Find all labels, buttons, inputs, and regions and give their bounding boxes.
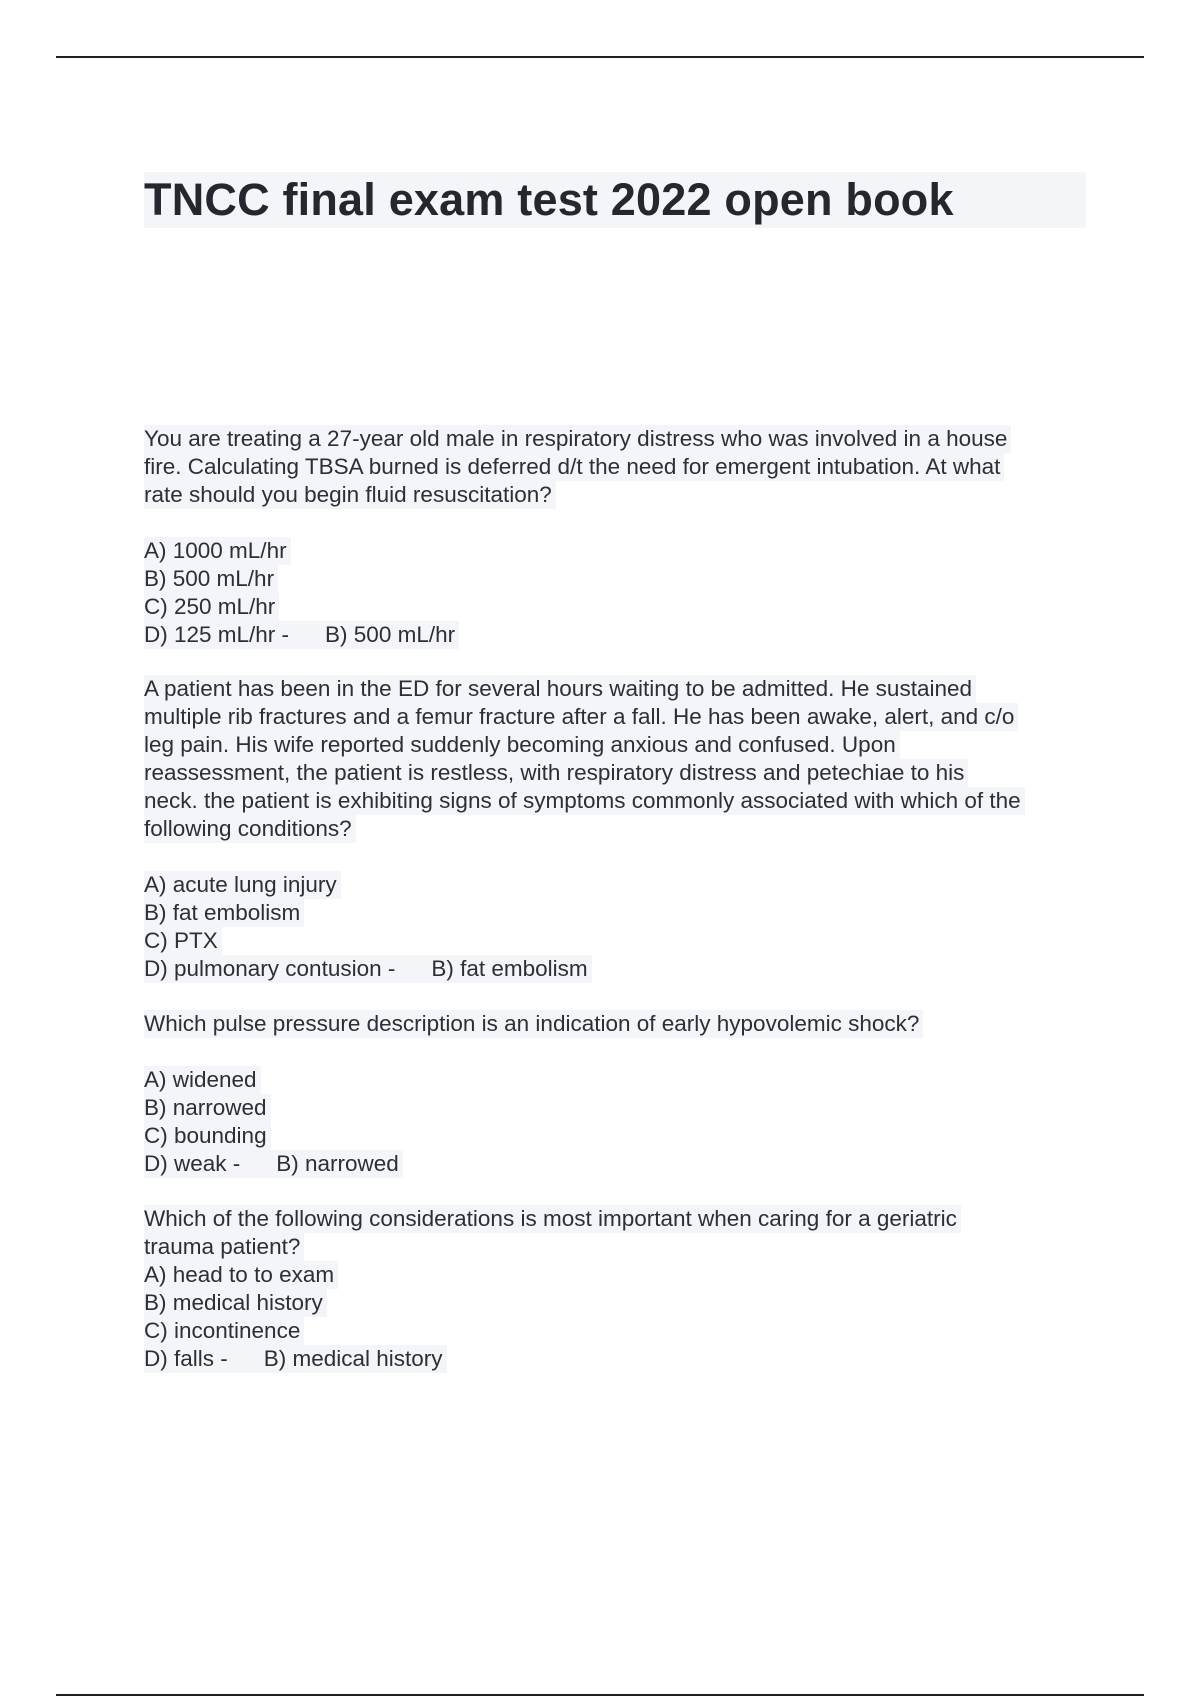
correct-answer: B) narrowed — [276, 1151, 399, 1176]
answer-option: B) narrowed — [144, 1094, 271, 1122]
answer-option: C) incontinence — [144, 1317, 304, 1345]
question-prompt-line: multiple rib fractures and a femur fracture after a fall. He has been awake, alert, and c/o — [144, 703, 1018, 731]
answer-option: A) head to to exam — [144, 1261, 338, 1289]
question-prompt-line: Which pulse pressure description is an indication of early hypovolemic shock? — [144, 1010, 923, 1038]
question-prompt-line: fire. Calculating TBSA burned is deferred d/t the need for emergent intubation. At what — [144, 453, 1004, 481]
question-prompt-line: reassessment, the patient is restless, with respiratory distress and petechiae to his — [144, 759, 968, 787]
question-block-4 — [144, 1205, 1088, 1373]
answer-option: A) 1000 mL/hr — [144, 537, 291, 565]
answer-option: A) widened — [144, 1066, 261, 1094]
answer-option: C) 250 mL/hr — [144, 593, 279, 621]
question-prompt-line: neck. the patient is exhibiting signs of symptoms commonly associated with which of the — [144, 787, 1025, 815]
answer-option: C) PTX — [144, 927, 222, 955]
answer-option: D) 125 mL/hr - — [144, 622, 290, 647]
correct-answer: B) fat embolism — [431, 956, 588, 981]
answer-option: B) 500 mL/hr — [144, 565, 278, 593]
question-prompt-line: leg pain. His wife reported suddenly becoming anxious and confused. Upon — [144, 731, 900, 759]
question-prompt-line: rate should you begin fluid resuscitation? — [144, 481, 556, 509]
answer-option: A) acute lung injury — [144, 871, 341, 899]
header-rule — [56, 56, 1144, 58]
answer-option: D) weak - — [144, 1151, 241, 1176]
question-block-1 — [144, 425, 1088, 649]
correct-answer: B) 500 mL/hr — [325, 622, 456, 647]
document-title: TNCC final exam test 2022 open book — [144, 172, 1086, 228]
answer-option: C) bounding — [144, 1122, 271, 1150]
question-block-2 — [144, 675, 1088, 983]
correct-answer: B) medical history — [263, 1346, 443, 1371]
question-prompt-line: trauma patient? — [144, 1233, 304, 1261]
question-prompt-line: Which of the following considerations is most important when caring for a geriatric — [144, 1205, 961, 1233]
answer-option: D) falls - — [144, 1346, 228, 1371]
question-prompt-line: You are treating a 27-year old male in respiratory distress who was involved in a house — [144, 425, 1011, 453]
answer-option: B) fat embolism — [144, 899, 304, 927]
answer-option: B) medical history — [144, 1289, 327, 1317]
question-prompt-line: A patient has been in the ED for several hours waiting to be admitted. He sustained — [144, 675, 976, 703]
question-block-3 — [144, 1010, 1088, 1178]
footer-rule — [56, 1694, 1144, 1696]
question-prompt-line: following conditions? — [144, 815, 356, 843]
answer-option: D) pulmonary contusion - — [144, 956, 396, 981]
